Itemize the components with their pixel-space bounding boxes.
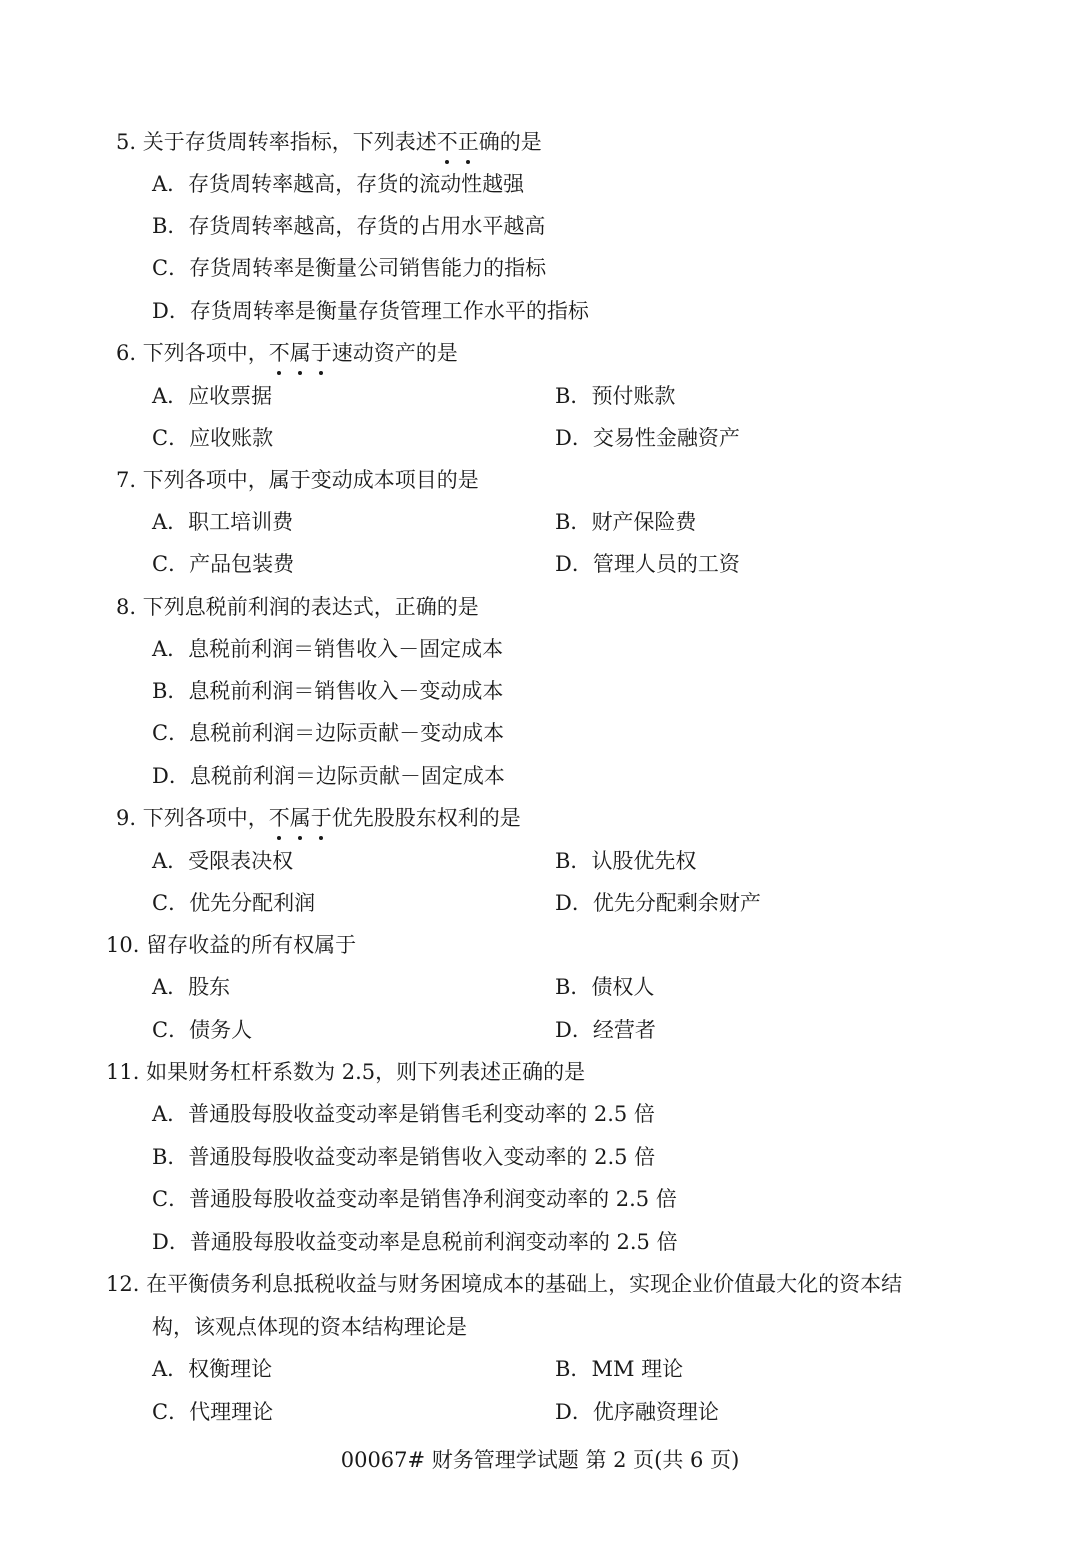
question-11-stem <box>106 1057 585 1087</box>
option-label: A． <box>152 849 189 873</box>
option-label: B． <box>555 849 592 873</box>
question-number: 8. <box>116 595 137 619</box>
question-number: 11. <box>106 1060 140 1084</box>
question-number: 6. <box>116 341 137 365</box>
option-label: D． <box>555 1400 593 1424</box>
option-5c <box>152 253 546 283</box>
option-label: B． <box>555 510 592 534</box>
option-6a <box>152 381 272 411</box>
option-label: D． <box>555 552 593 576</box>
option-label: D． <box>152 764 190 788</box>
option-9c <box>152 888 315 918</box>
option-text: 受限表决权 <box>188 849 294 873</box>
stem-text: 下列息税前利润的表达式，正确的是 <box>142 595 479 619</box>
option-label: D． <box>555 891 593 915</box>
option-text: 存货周转率是衡量存货管理工作水平的指标 <box>189 299 589 323</box>
stem-text: 下列各项中，属于变动成本项目的是 <box>142 468 479 492</box>
stem-text: 构，该观点体现的资本结构理论是 <box>152 1315 467 1339</box>
option-label: D． <box>555 1018 593 1042</box>
question-12-stem-continued <box>152 1312 467 1342</box>
option-6b <box>555 381 675 411</box>
option-12b <box>555 1354 683 1384</box>
option-text: MM 理论 <box>591 1357 684 1381</box>
option-text: 预付账款 <box>591 384 676 408</box>
option-text: 认股优先权 <box>591 849 697 873</box>
option-label: A． <box>152 510 189 534</box>
option-text: 职工培训费 <box>188 510 294 534</box>
stem-text: 速动资产的是 <box>331 341 458 365</box>
option-11b <box>152 1142 655 1172</box>
option-text: 交易性金融资产 <box>592 426 740 450</box>
question-9-stem <box>116 803 521 833</box>
question-12-stem <box>106 1269 902 1299</box>
option-7d <box>555 549 740 579</box>
option-text: 普通股每股收益变动率是息税前利润变动率的 2.5 倍 <box>189 1230 678 1254</box>
option-9a <box>152 846 293 876</box>
option-label: A． <box>152 637 189 661</box>
option-10b <box>555 972 654 1002</box>
option-text: 优序融资理论 <box>592 1400 719 1424</box>
option-text: 普通股每股收益变动率是销售收入变动率的 2.5 倍 <box>188 1145 656 1169</box>
option-5b <box>152 211 545 241</box>
option-11c <box>152 1184 677 1214</box>
stem-text: 关于存货周转率指标，下列表述 <box>142 130 437 154</box>
option-text: 应收账款 <box>189 426 274 450</box>
emphasis-char: 不 <box>269 803 290 833</box>
option-text: 存货周转率越高，存货的流动性越强 <box>188 172 525 196</box>
option-text: 应收票据 <box>188 384 273 408</box>
option-label: C． <box>152 1187 190 1211</box>
option-5a <box>152 169 524 199</box>
option-text: 产品包装费 <box>189 552 295 576</box>
option-label: C． <box>152 552 190 576</box>
question-number: 7. <box>116 468 137 492</box>
option-12c <box>152 1397 273 1427</box>
emphasis-char: 于 <box>311 338 332 368</box>
option-text: 权衡理论 <box>188 1357 273 1381</box>
option-text: 优先分配利润 <box>189 891 316 915</box>
option-12a <box>152 1354 272 1384</box>
option-label: D． <box>152 299 190 323</box>
option-text: 普通股每股收益变动率是销售净利润变动率的 2.5 倍 <box>189 1187 677 1211</box>
option-label: D． <box>555 426 593 450</box>
option-10c <box>152 1015 252 1045</box>
option-9b <box>555 846 696 876</box>
question-7-stem <box>116 465 479 495</box>
stem-text: 留存收益的所有权属于 <box>146 933 357 957</box>
question-number: 5. <box>116 130 137 154</box>
option-text: 普通股每股收益变动率是销售毛利变动率的 2.5 倍 <box>188 1102 655 1126</box>
option-label: B． <box>152 679 189 703</box>
option-label: C． <box>152 426 190 450</box>
stem-text: 在平衡债务利息抵税收益与财务困境成本的基础上，实现企业价值最大化的资本结 <box>146 1272 903 1296</box>
question-6-stem <box>116 338 458 368</box>
option-text: 代理理论 <box>189 1400 274 1424</box>
option-10a <box>152 972 230 1002</box>
option-text: 息税前利润＝边际贡献－固定成本 <box>189 764 505 788</box>
option-text: 息税前利润＝销售收入－固定成本 <box>188 637 504 661</box>
option-text: 股东 <box>188 975 231 999</box>
option-label: A． <box>152 975 189 999</box>
option-label: B． <box>555 1357 592 1381</box>
option-5d <box>152 296 589 326</box>
question-5-stem <box>116 127 542 157</box>
option-label: C． <box>152 1018 190 1042</box>
option-8b <box>152 676 503 706</box>
option-6c <box>152 423 273 453</box>
stem-text: 优先股股东权利的是 <box>331 806 521 830</box>
question-number: 10. <box>106 933 140 957</box>
option-label: C． <box>152 256 190 280</box>
option-8a <box>152 634 503 664</box>
emphasis-char: 于 <box>311 803 332 833</box>
emphasis-char: 不 <box>437 127 458 157</box>
option-11d <box>152 1227 678 1257</box>
option-label: C． <box>152 1400 190 1424</box>
option-7b <box>555 507 696 537</box>
option-label: C． <box>152 891 190 915</box>
option-label: A． <box>152 172 189 196</box>
option-text: 息税前利润＝销售收入－变动成本 <box>188 679 504 703</box>
option-text: 管理人员的工资 <box>592 552 740 576</box>
option-label: B． <box>152 1145 189 1169</box>
emphasis-char: 正 <box>458 127 479 157</box>
page-footer: 00067# 财务管理学试题 第 2 页(共 6 页) <box>340 1448 740 1472</box>
option-label: A． <box>152 1357 189 1381</box>
option-text: 存货周转率越高，存货的占用水平越高 <box>188 214 546 238</box>
stem-text: 确的是 <box>478 130 542 154</box>
question-number: 12. <box>106 1272 140 1296</box>
option-label: D． <box>152 1230 190 1254</box>
option-7a <box>152 507 293 537</box>
option-label: A． <box>152 1102 189 1126</box>
option-label: C． <box>152 721 190 745</box>
option-text: 债权人 <box>591 975 655 999</box>
emphasis-char: 不 <box>269 338 290 368</box>
option-label: B． <box>555 384 592 408</box>
option-11a <box>152 1099 655 1129</box>
option-text: 债务人 <box>189 1018 253 1042</box>
stem-text: 下列各项中， <box>142 806 269 830</box>
option-text: 存货周转率是衡量公司销售能力的指标 <box>189 256 547 280</box>
emphasis-char: 属 <box>290 803 311 833</box>
option-12d <box>555 1397 719 1427</box>
option-10d <box>555 1015 656 1045</box>
option-9d <box>555 888 761 918</box>
option-8d <box>152 761 505 791</box>
option-8c <box>152 718 504 748</box>
question-8-stem <box>116 592 479 622</box>
option-text: 财产保险费 <box>591 510 697 534</box>
option-label: B． <box>555 975 592 999</box>
question-number: 9. <box>116 806 137 830</box>
stem-text: 下列各项中， <box>142 341 269 365</box>
option-label: B． <box>152 214 189 238</box>
option-label: A． <box>152 384 189 408</box>
option-6d <box>555 423 740 453</box>
option-text: 经营者 <box>592 1018 656 1042</box>
option-text: 息税前利润＝边际贡献－变动成本 <box>189 721 505 745</box>
option-text: 优先分配剩余财产 <box>592 891 761 915</box>
emphasis-char: 属 <box>290 338 311 368</box>
question-10-stem <box>106 930 356 960</box>
option-7c <box>152 549 294 579</box>
stem-text: 如果财务杠杆系数为 2.5，则下列表述正确的是 <box>146 1060 586 1084</box>
